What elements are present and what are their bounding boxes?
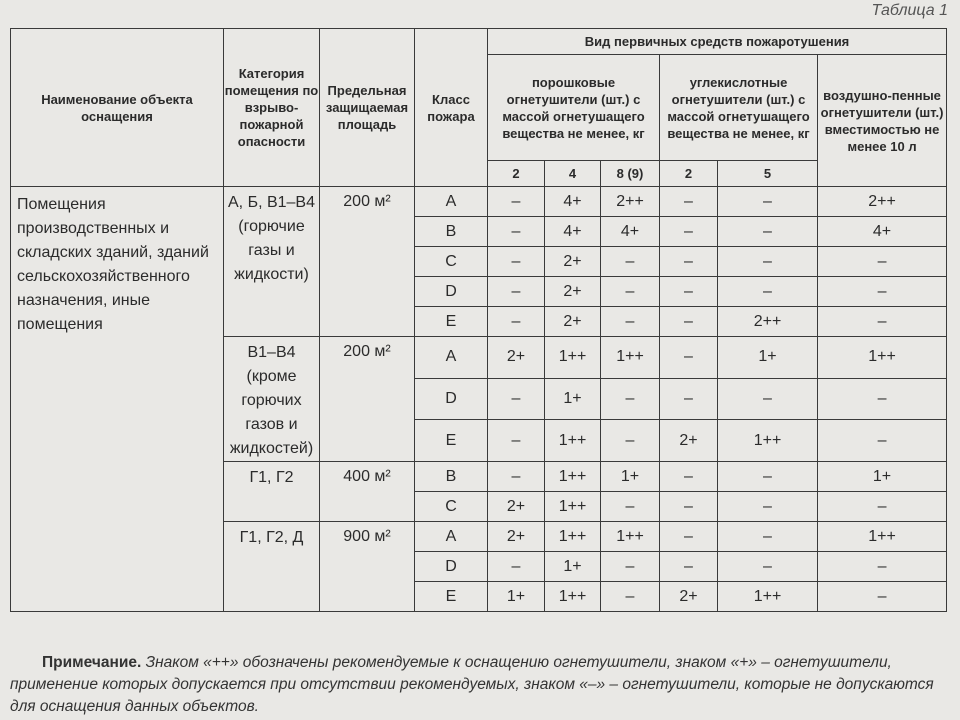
value-cell: 4+ xyxy=(545,187,601,217)
area-cell: 900 м² xyxy=(320,522,415,612)
value-cell: 1+ xyxy=(718,337,818,379)
header-sub: 4 xyxy=(545,161,601,187)
fire-class-cell: D xyxy=(415,378,488,420)
fire-class-cell: Е xyxy=(415,582,488,612)
value-cell: – xyxy=(601,492,660,522)
value-cell: – xyxy=(818,420,947,462)
value-cell: – xyxy=(660,492,718,522)
value-cell: 2+ xyxy=(545,307,601,337)
value-cell: 1+ xyxy=(545,552,601,582)
value-cell: – xyxy=(601,552,660,582)
value-cell: – xyxy=(660,217,718,247)
value-cell: – xyxy=(718,552,818,582)
fire-class-cell: С xyxy=(415,492,488,522)
header-category: Категория помещения по взрыво-пожарной опасности xyxy=(224,29,320,187)
value-cell: – xyxy=(660,247,718,277)
header-sub: 5 xyxy=(718,161,818,187)
value-cell: – xyxy=(488,247,545,277)
fire-class-cell: А xyxy=(415,522,488,552)
value-cell: 2+ xyxy=(660,420,718,462)
value-cell: 1++ xyxy=(545,492,601,522)
header-sub: 2 xyxy=(660,161,718,187)
value-cell: – xyxy=(718,217,818,247)
value-cell: – xyxy=(660,337,718,379)
value-cell: – xyxy=(718,187,818,217)
value-cell: 4+ xyxy=(545,217,601,247)
value-cell: – xyxy=(718,492,818,522)
header-sub: 8 (9) xyxy=(601,161,660,187)
value-cell: 1++ xyxy=(545,337,601,379)
value-cell: 4+ xyxy=(818,217,947,247)
table-row xyxy=(11,187,947,217)
value-cell: – xyxy=(488,378,545,420)
value-cell: – xyxy=(660,307,718,337)
value-cell: 1++ xyxy=(718,582,818,612)
category-cell: А, Б, В1–В4 (горючие газы и жидкости) xyxy=(224,187,320,337)
value-cell: 1++ xyxy=(601,337,660,379)
value-cell: – xyxy=(660,522,718,552)
value-cell: 2+ xyxy=(545,277,601,307)
value-cell: 1+ xyxy=(818,462,947,492)
value-cell: – xyxy=(818,277,947,307)
area-cell: 200 м² xyxy=(320,337,415,462)
header-powder: порошковые огнетушители (шт.) с массой огнетушащего вещества не менее, кг xyxy=(488,55,660,161)
value-cell: – xyxy=(601,420,660,462)
value-cell: 1++ xyxy=(818,522,947,552)
fire-class-cell: D xyxy=(415,277,488,307)
header-sub: 2 xyxy=(488,161,545,187)
value-cell: – xyxy=(488,420,545,462)
value-cell: – xyxy=(718,247,818,277)
note-text: Знаком «++» обозначены рекомендуемые к оснащению огнетушители, знаком «+» – огнетушители, применение которых допускается при отсутствии рекомендуемых, знаком «–» – огнетушители, которые не допускаются для оснащения данных объектов. xyxy=(10,654,934,715)
category-cell: В1–В4 (кроме горючих газов и жидкостей) xyxy=(224,337,320,462)
category-cell: Г1, Г2 xyxy=(224,462,320,522)
value-cell: – xyxy=(718,277,818,307)
value-cell: – xyxy=(818,247,947,277)
fire-class-cell: Е xyxy=(415,420,488,462)
area-cell: 400 м² xyxy=(320,462,415,522)
value-cell: 2+ xyxy=(545,247,601,277)
value-cell: – xyxy=(601,378,660,420)
value-cell: – xyxy=(488,217,545,247)
value-cell: 1++ xyxy=(545,582,601,612)
value-cell: 1++ xyxy=(601,522,660,552)
value-cell: 1++ xyxy=(545,522,601,552)
header-foam: воздушно-пенные огнетушители (шт.) вместимостью не менее 10 л xyxy=(818,55,947,187)
extinguisher-table xyxy=(10,28,947,612)
fire-class-cell: В xyxy=(415,217,488,247)
value-cell: 1++ xyxy=(718,420,818,462)
value-cell: – xyxy=(718,462,818,492)
header-object: Наименование объекта оснащения xyxy=(11,29,224,187)
value-cell: – xyxy=(601,247,660,277)
value-cell: – xyxy=(488,552,545,582)
value-cell: 2++ xyxy=(818,187,947,217)
value-cell: – xyxy=(660,187,718,217)
value-cell: 1+ xyxy=(488,582,545,612)
value-cell: 4+ xyxy=(601,217,660,247)
value-cell: – xyxy=(718,522,818,552)
header-area: Предельная защищаемая площадь xyxy=(320,29,415,187)
header-group: Вид первичных средств пожаротушения xyxy=(488,29,947,55)
value-cell: 1++ xyxy=(545,420,601,462)
value-cell: 2+ xyxy=(488,522,545,552)
table-body xyxy=(11,187,947,612)
value-cell: 2+ xyxy=(660,582,718,612)
footnote xyxy=(10,652,946,718)
value-cell: 2+ xyxy=(488,492,545,522)
fire-class-cell: А xyxy=(415,187,488,217)
fire-class-cell: С xyxy=(415,247,488,277)
value-cell: – xyxy=(818,378,947,420)
value-cell: – xyxy=(488,307,545,337)
fire-class-cell: Е xyxy=(415,307,488,337)
fire-class-cell: D xyxy=(415,552,488,582)
value-cell: – xyxy=(818,492,947,522)
value-cell: – xyxy=(660,462,718,492)
value-cell: – xyxy=(601,277,660,307)
value-cell: – xyxy=(818,582,947,612)
area-cell: 200 м² xyxy=(320,187,415,337)
value-cell: 1++ xyxy=(545,462,601,492)
note-label: Примечание. xyxy=(42,654,142,671)
value-cell: 1+ xyxy=(545,378,601,420)
value-cell: – xyxy=(660,277,718,307)
value-cell: – xyxy=(488,462,545,492)
value-cell: – xyxy=(660,378,718,420)
value-cell: 1+ xyxy=(601,462,660,492)
value-cell: – xyxy=(601,307,660,337)
header-co2: углекислотные огнетушители (шт.) с массой огнетушащего вещества не менее, кг xyxy=(660,55,818,161)
value-cell: 1++ xyxy=(818,337,947,379)
value-cell: 2++ xyxy=(601,187,660,217)
value-cell: – xyxy=(601,582,660,612)
value-cell: – xyxy=(818,307,947,337)
table-caption: Таблица 1 xyxy=(871,2,948,19)
value-cell: 2+ xyxy=(488,337,545,379)
fire-class-cell: А xyxy=(415,337,488,379)
value-cell: – xyxy=(488,277,545,307)
object-name-cell: Помещения производственных и складских зданий, зданий сельскохозяйственного назначения, иные помещения xyxy=(11,187,224,612)
value-cell: – xyxy=(818,552,947,582)
value-cell: – xyxy=(660,552,718,582)
value-cell: – xyxy=(718,378,818,420)
fire-class-cell: В xyxy=(415,462,488,492)
category-cell: Г1, Г2, Д xyxy=(224,522,320,612)
value-cell: – xyxy=(488,187,545,217)
value-cell: 2++ xyxy=(718,307,818,337)
header-fire-class: Класс пожара xyxy=(415,29,488,187)
